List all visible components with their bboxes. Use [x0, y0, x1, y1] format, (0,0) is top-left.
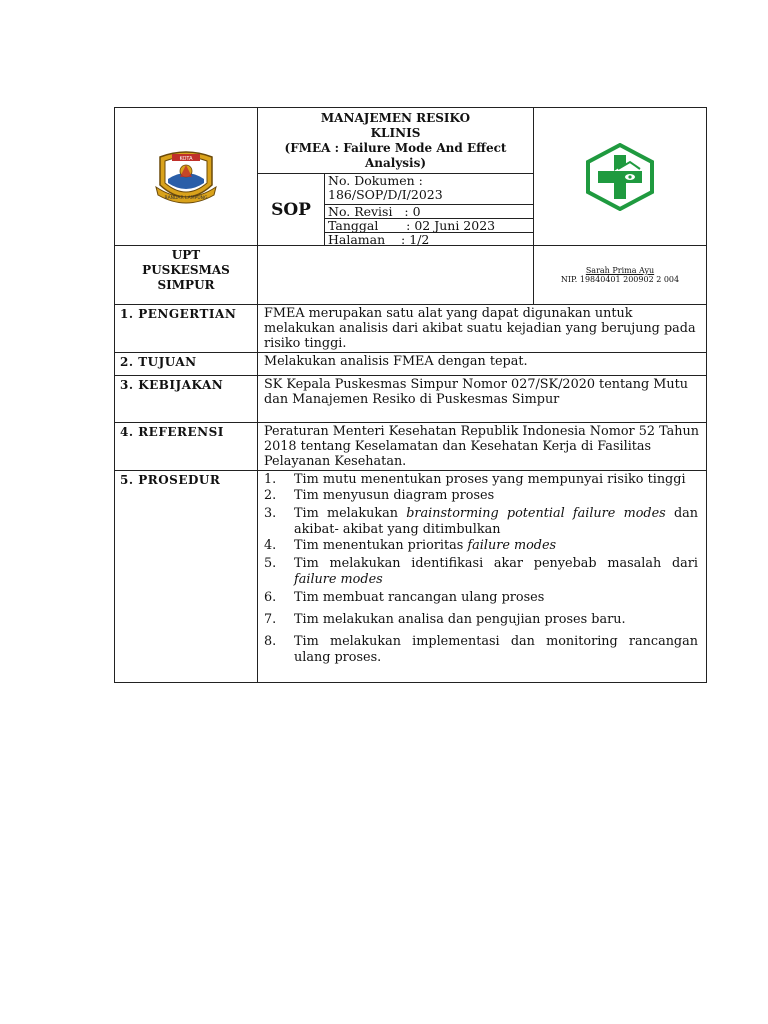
- section-prosedur-steps: [258, 471, 707, 683]
- title-line-3: (FMEA : Failure Mode And Effect: [284, 141, 507, 155]
- puskesmas-green-cross-icon: [584, 143, 656, 211]
- procedure-step-text: Tim melakukan implementasi dan monitoring rancangan ulang proses.: [294, 634, 698, 665]
- procedure-list: [258, 472, 706, 666]
- procedure-step-number: 7.: [264, 612, 277, 627]
- procedure-step-emphasis: brainstorming potential failure modes: [406, 506, 666, 521]
- city-logo-cell: [115, 108, 258, 246]
- procedure-step-text: Tim membuat rancangan ulang proses: [294, 590, 545, 605]
- svg-text:BANDAR LAMPUNG: BANDAR LAMPUNG: [164, 195, 208, 201]
- section-label-referensi: 4. REFERENSI: [115, 423, 258, 471]
- procedure-step-number: 4.: [264, 538, 277, 553]
- procedure-step-number: 5.: [264, 556, 277, 571]
- no-dokumen: [325, 174, 533, 205]
- section-label-kebijakan: 3. KEBIJAKAN: [115, 376, 258, 423]
- signatory-name: Sarah Prima Ayu: [585, 266, 655, 275]
- procedure-step-text: Tim menyusun diagram proses: [294, 488, 495, 503]
- signatory-nip: NIP. 19840401 200902 2 004: [560, 275, 680, 284]
- no-dokumen-value: 186/SOP/D/I/2023: [328, 187, 443, 202]
- kota-bandar-lampung-emblem-icon: [154, 149, 218, 205]
- no-revisi: No. Revisi : 0: [325, 205, 533, 219]
- section-label-prosedur: 5. PROSEDUR: [115, 471, 258, 683]
- title-line-2: KLINIS: [370, 126, 421, 140]
- procedure-step-text: Tim menentukan prioritas failure modes: [294, 538, 557, 553]
- title-line-1: MANAJEMEN RESIKO: [320, 111, 471, 125]
- procedure-step-emphasis: failure modes: [467, 538, 557, 553]
- no-dokumen-label: No. Dokumen :: [328, 173, 423, 188]
- procedure-step-text: Tim melakukan brainstorming potential failure modes dan akibat- akibat yang ditimbulkan: [294, 506, 699, 537]
- procedure-step: [258, 590, 706, 606]
- procedure-step-number: 1.: [264, 472, 277, 487]
- section-label-pengertian: 1. PENGERTIAN: [115, 305, 258, 353]
- procedure-step-number: 3.: [264, 506, 277, 521]
- org-line-2: PUSKESMAS: [142, 263, 230, 277]
- org-line-1: UPT: [171, 248, 201, 262]
- document-title: [258, 108, 533, 174]
- signature-block: [534, 246, 707, 305]
- tanggal: Tanggal : 02 Juni 2023: [325, 219, 533, 233]
- sop-document: [114, 107, 706, 683]
- halaman: Halaman : 1/2: [328, 232, 430, 247]
- section-text-tujuan: Melakukan analisis FMEA dengan tepat.: [258, 353, 707, 376]
- procedure-step-number: 6.: [264, 590, 277, 605]
- section-text-referensi: Peraturan Menteri Kesehatan Republik Indonesia Nomor 52 Tahun 2018 tentang Keselamatan dan Kesehatan Kerja di Fasilitas Pelayanan Kesehatan.: [258, 423, 707, 471]
- sop-label: SOP: [271, 199, 311, 220]
- org-line-3: SIMPUR: [157, 278, 215, 292]
- procedure-step: [258, 472, 706, 488]
- svg-text:KOTA: KOTA: [179, 155, 193, 162]
- procedure-step-text: Tim melakukan identifikasi akar penyebab masalah dari failure modes: [294, 556, 698, 587]
- procedure-step: [258, 634, 706, 666]
- sop-table: [114, 107, 707, 683]
- title-line-4: Analysis): [364, 156, 427, 170]
- procedure-step: [258, 612, 706, 628]
- procedure-step-number: 8.: [264, 634, 277, 649]
- procedure-step-text: Tim mutu menentukan proses yang mempunyai risiko tinggi: [294, 472, 686, 487]
- puskesmas-logo-cell: [534, 108, 707, 246]
- section-text-pengertian: FMEA merupakan satu alat yang dapat digunakan untuk melakukan analisis dari akibat suatu kejadian yang berujung pada risiko tinggi.: [258, 305, 707, 353]
- procedure-step: [258, 556, 706, 588]
- blank-cell: [258, 246, 534, 305]
- section-text-kebijakan: SK Kepala Puskesmas Simpur Nomor 027/SK/2020 tentang Mutu dan Manajemen Resiko di Puskesmas Simpur: [258, 376, 707, 423]
- procedure-step-emphasis: failure modes: [294, 572, 383, 587]
- section-label-tujuan: 2. TUJUAN: [115, 353, 258, 376]
- procedure-step-number: 2.: [264, 488, 277, 503]
- title-block: [258, 108, 534, 246]
- procedure-step-text: Tim melakukan analisa dan pengujian proses baru.: [294, 612, 626, 627]
- org-name: [115, 246, 258, 305]
- procedure-step: [258, 488, 706, 504]
- procedure-step: [258, 538, 706, 554]
- procedure-step: [258, 506, 706, 538]
- document-meta: [324, 174, 533, 245]
